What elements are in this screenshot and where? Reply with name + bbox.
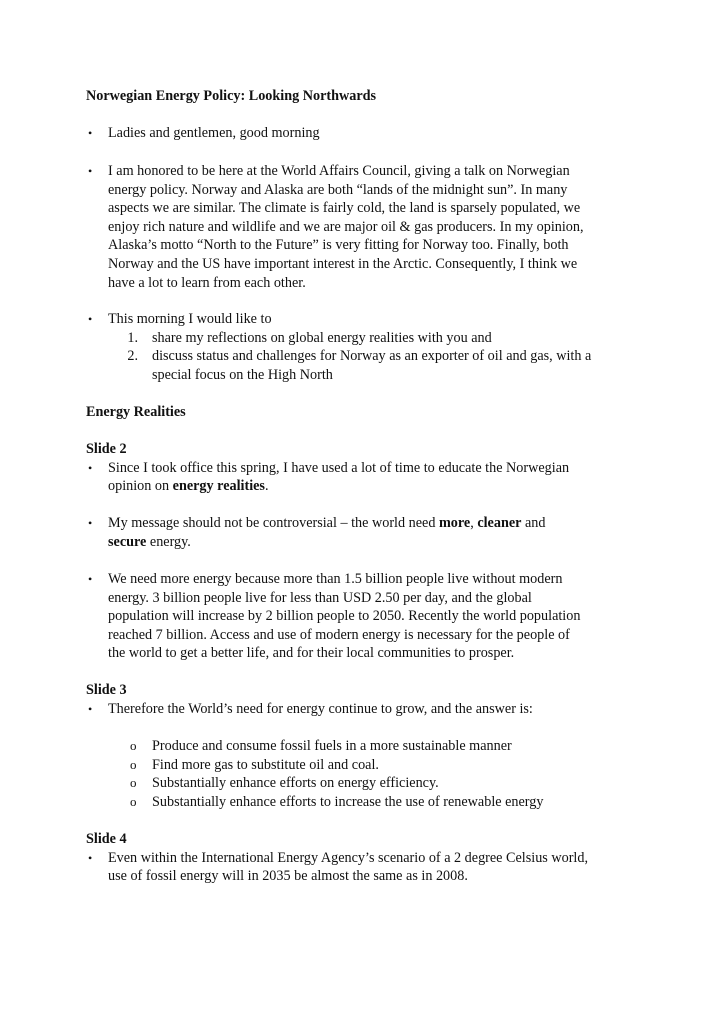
slide2-line: Since I took office this spring, I have used a lot of time to educate the Norwegian (108, 459, 570, 476)
intro-line: energy policy. Norway and Alaska are both “lands of the midnight sun”. In many (108, 181, 568, 198)
sub-bullet-marker: o (130, 793, 137, 809)
agenda-lead: This morning I would like to (108, 311, 272, 327)
slide2-line: opinion on energy realities. (108, 478, 269, 495)
intro-line: Alaska’s motto “North to the Future” is very fitting for Norway too. Finally, both (108, 237, 569, 254)
agenda-number: 1. (127, 329, 138, 346)
slide4-line: use of fossil energy will in 2035 be almost the same as in 2008. (108, 868, 468, 885)
slide2-line: population will increase by 2 billion people to 2050. Recently the world population (108, 608, 581, 625)
intro-line: have a lot to learn from each other. (108, 274, 306, 291)
slide2-line: My message should not be controversial – the world need more, cleaner and (108, 515, 546, 531)
bullet-marker: • (88, 572, 93, 586)
slide-heading: Slide 2 (86, 441, 127, 457)
slide2-line: secure energy. (108, 533, 191, 550)
agenda-item: special focus on the High North (152, 366, 333, 383)
sub-bullet-marker: o (130, 775, 137, 791)
section-heading: Energy Realities (86, 404, 186, 420)
document-title: Norwegian Energy Policy: Looking Northwards (86, 88, 377, 104)
slide2-line: We need more energy because more than 1.5 billion people live without modern (108, 571, 563, 587)
emphasis-text: more (438, 515, 471, 531)
bullet-marker: • (88, 126, 93, 140)
intro-line: enjoy rich nature and wildlife and we are major oil & gas producers. In my opinion, (108, 218, 584, 235)
slide2-line: energy. 3 billion people live for less than USD 2.50 per day, and the global (108, 589, 532, 606)
slide4-line: Even within the International Energy Agency’s scenario of a 2 degree Celsius world, (108, 849, 589, 866)
intro-line: I am honored to be here at the World Affairs Council, giving a talk on Norwegian (108, 163, 570, 179)
slide3-item: Substantially enhance efforts to increase the use of renewable energy (152, 793, 544, 810)
slide-heading: Slide 3 (86, 682, 127, 698)
slide3-item: Produce and consume fossil fuels in a more sustainable manner (152, 738, 512, 754)
slide3-item: Find more gas to substitute oil and coal. (152, 756, 379, 773)
bullet-marker: • (88, 164, 93, 178)
emphasis-text: secure (108, 533, 147, 550)
agenda-number: 2. (127, 348, 138, 365)
sub-bullet-marker: o (130, 756, 137, 772)
slide2-line: the world to get a better life, and for their local communities to prosper. (108, 645, 515, 662)
emphasis-text: cleaner (477, 515, 522, 531)
slide2-line: reached 7 billion. Access and use of modern energy is necessary for the people of (108, 626, 570, 643)
bullet-marker: • (88, 460, 93, 475)
slide-heading: Slide 4 (86, 831, 127, 847)
bullet-marker: • (88, 701, 93, 716)
intro-line: Norway and the US have important interest in the Arctic. Consequently, I think we (108, 256, 578, 272)
slide3-lead: Therefore the World’s need for energy continue to grow, and the answer is: (108, 700, 533, 717)
bullet-marker: • (88, 312, 93, 326)
greeting-text: Ladies and gentlemen, good morning (108, 125, 320, 141)
emphasis-text: energy realities (172, 478, 265, 495)
intro-line: aspects we are similar. The climate is fairly cold, the land is sparsely populated, we (108, 200, 581, 217)
bullet-marker: • (88, 516, 93, 530)
agenda-item: discuss status and challenges for Norway as an exporter of oil and gas, with a (152, 348, 592, 365)
sub-bullet-marker: o (130, 738, 137, 753)
agenda-item: share my reflections on global energy realities with you and (152, 329, 492, 346)
bullet-marker: • (88, 850, 93, 865)
slide3-item: Substantially enhance efforts on energy efficiency. (152, 775, 439, 792)
